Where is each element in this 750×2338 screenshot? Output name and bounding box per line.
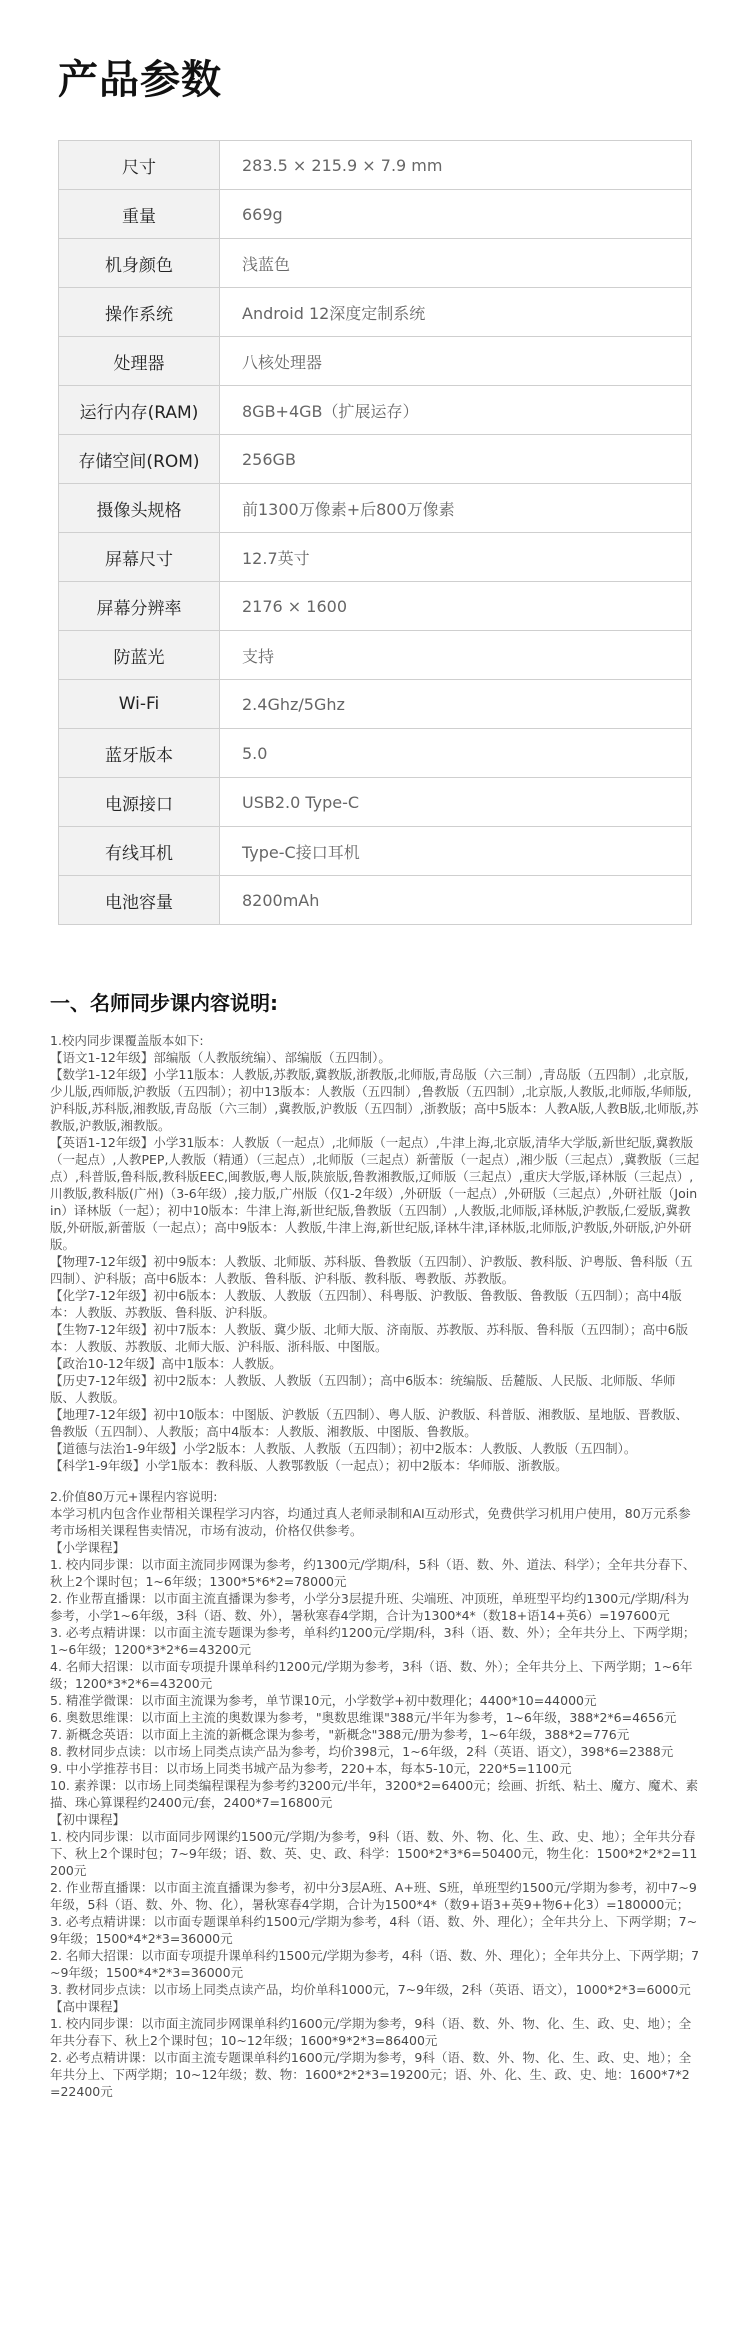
spec-row — [59, 239, 692, 288]
paragraph: 2. 作业帮直播课：以市面主流直播课为参考，初中分3层A班、A+班、S班，单班型约1500元/学期为参考，初中7~9年级，5科（语、数、外、物、化），暑秋寒春4学期，合计为1500*4*（数9+语3+英9+物6+化3）=180000元； — [50, 1880, 697, 1912]
spec-value: 669g — [220, 190, 692, 239]
paragraph: 【物理7-12年级】初中9版本：人教版、北师版、苏科版、鲁教版（五四制）、沪教版、教科版、沪粤版、鲁科版（五四制）、沪科版；高中6版本：人教版、鲁科版、沪科版、教科版、粤教版、苏教版。 — [50, 1254, 693, 1286]
spec-label: 电源接口 — [59, 778, 220, 827]
spec-row — [59, 680, 692, 729]
spec-value: 256GB — [220, 435, 692, 484]
paragraph: 【道德与法治1-9年级】小学2版本：人教版、人教版（五四制）；初中2版本：人教版、人教版（五四制）。 — [50, 1441, 637, 1456]
paragraph: 3. 教材同步点读：以市场上同类点读产品，均价单科1000元，7~9年级，2科（英语、语文），1000*2*3=6000元 — [50, 1982, 691, 1997]
spec-row — [59, 337, 692, 386]
paragraph: 10. 素养课：以市场上同类编程课程为参考约3200元/半年，3200*2=6400元；绘画、折纸、粘土、魔方、魔术、素描、珠心算课程约2400元/套，2400*7=16800元 — [50, 1778, 699, 1810]
page-title: 产品参数 — [58, 57, 222, 103]
spec-value: 2176 × 1600 — [220, 582, 692, 631]
spec-value: 8GB+4GB（扩展运存） — [220, 386, 692, 435]
paragraph: 【数学1-12年级】小学11版本：人教版,苏教版,冀教版,浙教版,北师版,青岛版（六三制）,青岛版（五四制）,北京版,少儿版,西师版,沪教版（五四制）；初中13版本：人教版（五四制）,鲁教版（五四制）,北京版,人教版,北师版,华师版,沪科版,苏科版,湘教版,青岛版（六三制）,冀教版,沪教版（五四制）,浙教版；高中5版本：人教A版,人教B版,北师版,苏教版,沪教版,湘教版。 — [50, 1067, 699, 1133]
spec-row — [59, 484, 692, 533]
spec-value: 八核处理器 — [220, 337, 692, 386]
spec-label: 摄像头规格 — [59, 484, 220, 533]
paragraph: 9. 中小学推荐书目：以市场上同类书城产品为参考，220+本，每本5-10元，220*5=1100元 — [50, 1761, 572, 1776]
spec-value: 浅蓝色 — [220, 239, 692, 288]
paragraph: 【化学7-12年级】初中6版本：人教版、人教版（五四制）、科粤版、沪教版、鲁教版、鲁教版（五四制）；高中4版本：人教版、苏教版、鲁科版、沪科版。 — [50, 1288, 682, 1320]
spec-row — [59, 631, 692, 680]
paragraph: 【历史7-12年级】初中2版本：人教版、人教版（五四制）；高中6版本：统编版、岳麓版、人民版、北师版、华师版、人教版。 — [50, 1373, 676, 1405]
paragraph: 4. 名师大招课：以市面专项提升课单科约1200元/学期为参考，3科（语、数、外）；全年共分上、下两学期；1~6年级；1200*3*2*6=43200元 — [50, 1659, 693, 1691]
spec-label: 处理器 — [59, 337, 220, 386]
spec-row — [59, 533, 692, 582]
spec-label: 蓝牙版本 — [59, 729, 220, 778]
spec-value: USB2.0 Type-C — [220, 778, 692, 827]
spec-row — [59, 435, 692, 484]
paragraph: 【初中课程】 — [50, 1812, 126, 1827]
spec-label: 防蓝光 — [59, 631, 220, 680]
spec-label: Wi-Fi — [59, 680, 220, 729]
spec-label: 屏幕尺寸 — [59, 533, 220, 582]
spec-row — [59, 386, 692, 435]
spec-row — [59, 827, 692, 876]
spec-label: 尺寸 — [59, 141, 220, 190]
spec-value: 前1300万像素+后800万像素 — [220, 484, 692, 533]
paragraph: 3. 必考点精讲课：以市面主流专题课为参考，单科约1200元/学期/科，3科（语、数、外）；全年共分上、下两学期；1~6年级；1200*3*2*6=43200元 — [50, 1625, 696, 1657]
spec-value: 支持 — [220, 631, 692, 680]
paragraph: 1. 校内同步课：以市面主流同步网课单科约1600元/学期为参考，9科（语、数、外、物、化、生、政、史、地）；全年共分春下、秋上2个课时包；10~12年级；1600*9*2*3=86400元 — [50, 2016, 692, 2048]
spec-value: 12.7英寸 — [220, 533, 692, 582]
spec-row — [59, 582, 692, 631]
spec-value: 2.4Ghz/5Ghz — [220, 680, 692, 729]
spec-row — [59, 288, 692, 337]
paragraph: 7. 新概念英语：以市面上主流的新概念课为参考，"新概念"388元/册为参考，1~6年级，388*2=776元 — [50, 1727, 630, 1742]
spec-label: 存储空间(ROM) — [59, 435, 220, 484]
paragraph: 3. 必考点精讲课：以市面专题课单科约1500元/学期为参考，4科（语、数、外、理化）；全年共分上、下两学期；7~9年级；1500*4*2*3=36000元 — [50, 1914, 698, 1946]
spec-row — [59, 778, 692, 827]
spec-value: Android 12深度定制系统 — [220, 288, 692, 337]
paragraph: 1. 校内同步课：以市面同步网课约1500元/学期/为参考，9科（语、数、外、物、化、生、政、史、地）；全年共分春下、秋上2个课时包；7~9年级；语、数、英、史、政、科学：1500*2*3*6=50400元，物生化：1500*2*2*2=11200元 — [50, 1829, 698, 1878]
paragraph: 2. 必考点精讲课：以市面主流专题课单科约1600元/学期为参考，9科（语、数、外、物、化、生、政、史、地）；全年共分上、下两学期；10~12年级；数、物：1600*2*2*3=19200元；语、外、化、生、政、史、地：1600*7*2=22400元 — [50, 2050, 692, 2099]
paragraph: 6. 奥数思维课：以市面上主流的奥数课为参考，"奥数思维课"388元/半年为参考，1~6年级，388*2*6=4656元 — [50, 1710, 677, 1725]
paragraph: 本学习机内包含作业帮相关课程学习内容，均通过真人老师录制和AI互动形式，免费供学习机用户使用，80万元系参考市场相关课程售卖情况，市场有波动，价格仅供参考。 — [50, 1506, 691, 1538]
spec-label: 重量 — [59, 190, 220, 239]
spec-label: 操作系统 — [59, 288, 220, 337]
paragraph: 【政治10-12年级】高中1版本：人教版。 — [50, 1356, 282, 1371]
section-body — [50, 1032, 700, 2100]
spec-value: 283.5 × 215.9 × 7.9 mm — [220, 141, 692, 190]
paragraph: 2.价值80万元+课程内容说明: — [50, 1489, 218, 1504]
spec-label: 机身颜色 — [59, 239, 220, 288]
spec-row — [59, 190, 692, 239]
spec-label: 屏幕分辨率 — [59, 582, 220, 631]
paragraph: 【生物7-12年级】初中7版本：人教版、冀少版、北师大版、济南版、苏教版、苏科版、鲁科版（五四制）；高中6版本：人教版、苏教版、北师大版、沪科版、浙科版、中图版。 — [50, 1322, 689, 1354]
spec-label: 运行内存(RAM) — [59, 386, 220, 435]
section-title: 一、名师同步课内容说明: — [50, 991, 278, 1015]
paragraph: 8. 教材同步点读：以市场上同类点读产品为参考，均价398元，1~6年级，2科（英语、语文），398*6=2388元 — [50, 1744, 674, 1759]
spec-value: 8200mAh — [220, 876, 692, 925]
paragraph: 【小学课程】 — [50, 1540, 126, 1555]
spec-value: Type-C接口耳机 — [220, 827, 692, 876]
paragraph: 2. 作业帮直播课：以市面主流直播课为参考，小学分3层提升班、尖端班、冲顶班，单班型平均约1300元/学期/科为参考，小学1~6年级，3科（语、数、外），暑秋寒春4学期，合计为1300*4*（数18+语14+英6）=197600元 — [50, 1591, 690, 1623]
spec-label: 电池容量 — [59, 876, 220, 925]
spec-table — [58, 140, 692, 925]
paragraph: 【地理7-12年级】初中10版本：中图版、沪教版（五四制）、粤人版、沪教版、科普版、湘教版、星地版、晋教版、鲁教版（五四制）、人教版；高中4版本：人教版、湘教版、中图版、鲁教版。 — [50, 1407, 689, 1439]
paragraph: 5. 精准学微课：以市面主流课为参考，单节课10元，小学数学+初中数理化；4400*10=44000元 — [50, 1693, 597, 1708]
spec-row — [59, 729, 692, 778]
spec-row — [59, 876, 692, 925]
paragraph: 2. 名师大招课：以市面专项提升课单科约1500元/学期为参考，4科（语、数、外、理化）；全年共分上、下两学期；7~9年级；1500*4*2*3=36000元 — [50, 1948, 700, 1980]
spec-label: 有线耳机 — [59, 827, 220, 876]
paragraph: 【科学1-9年级】小学1版本：教科版、人教鄂教版（一起点）；初中2版本：华师版、浙教版。 — [50, 1458, 568, 1473]
paragraph: 1.校内同步课覆盖版本如下: — [50, 1033, 204, 1048]
paragraph: 【语文1-12年级】部编版（人教版统编）、部编版（五四制）。 — [50, 1050, 391, 1065]
paragraph: 【高中课程】 — [50, 1999, 126, 2014]
paragraph: 1. 校内同步课：以市面主流同步网课为参考，约1300元/学期/科，5科（语、数、外、道法、科学）；全年共分春下、秋上2个课时包；1~6年级；1300*5*6*2=78000元 — [50, 1557, 696, 1589]
spec-value: 5.0 — [220, 729, 692, 778]
paragraph: 【英语1-12年级】小学31版本：人教版（一起点）,北师版（一起点）,牛津上海,北京版,清华大学版,新世纪版,冀教版（一起点）,人教PEP,人教版（精通）（三起点）,北师版（三起点）新蕾版（一起点）,湘少版（三起点）,冀教版（三起点）,科普版,鲁科版,教科版EEC,闽教版,粤人版,陕旅版,鲁教湘教版,辽师版（三起点）,重庆大学版,译林版（三起点）,川教版,教科版(广州)（3-6年级）,接力版,广州版（仅1-2年级）,外研版（一起点）,外研版（三起点）,外研社版（Join in）译林版（一起）；初中10版本：牛津上海,新世纪版,鲁教版（五四制）,人教版,北师版,译林版,沪教版,仁爱版,冀教版,外研版,新蕾版（一起点）；高中9版本：人教版,牛津上海,新世纪版,译林牛津,译林版,北师版,沪教版,外研版,沪外研版。 — [50, 1135, 700, 1252]
spec-row — [59, 141, 692, 190]
